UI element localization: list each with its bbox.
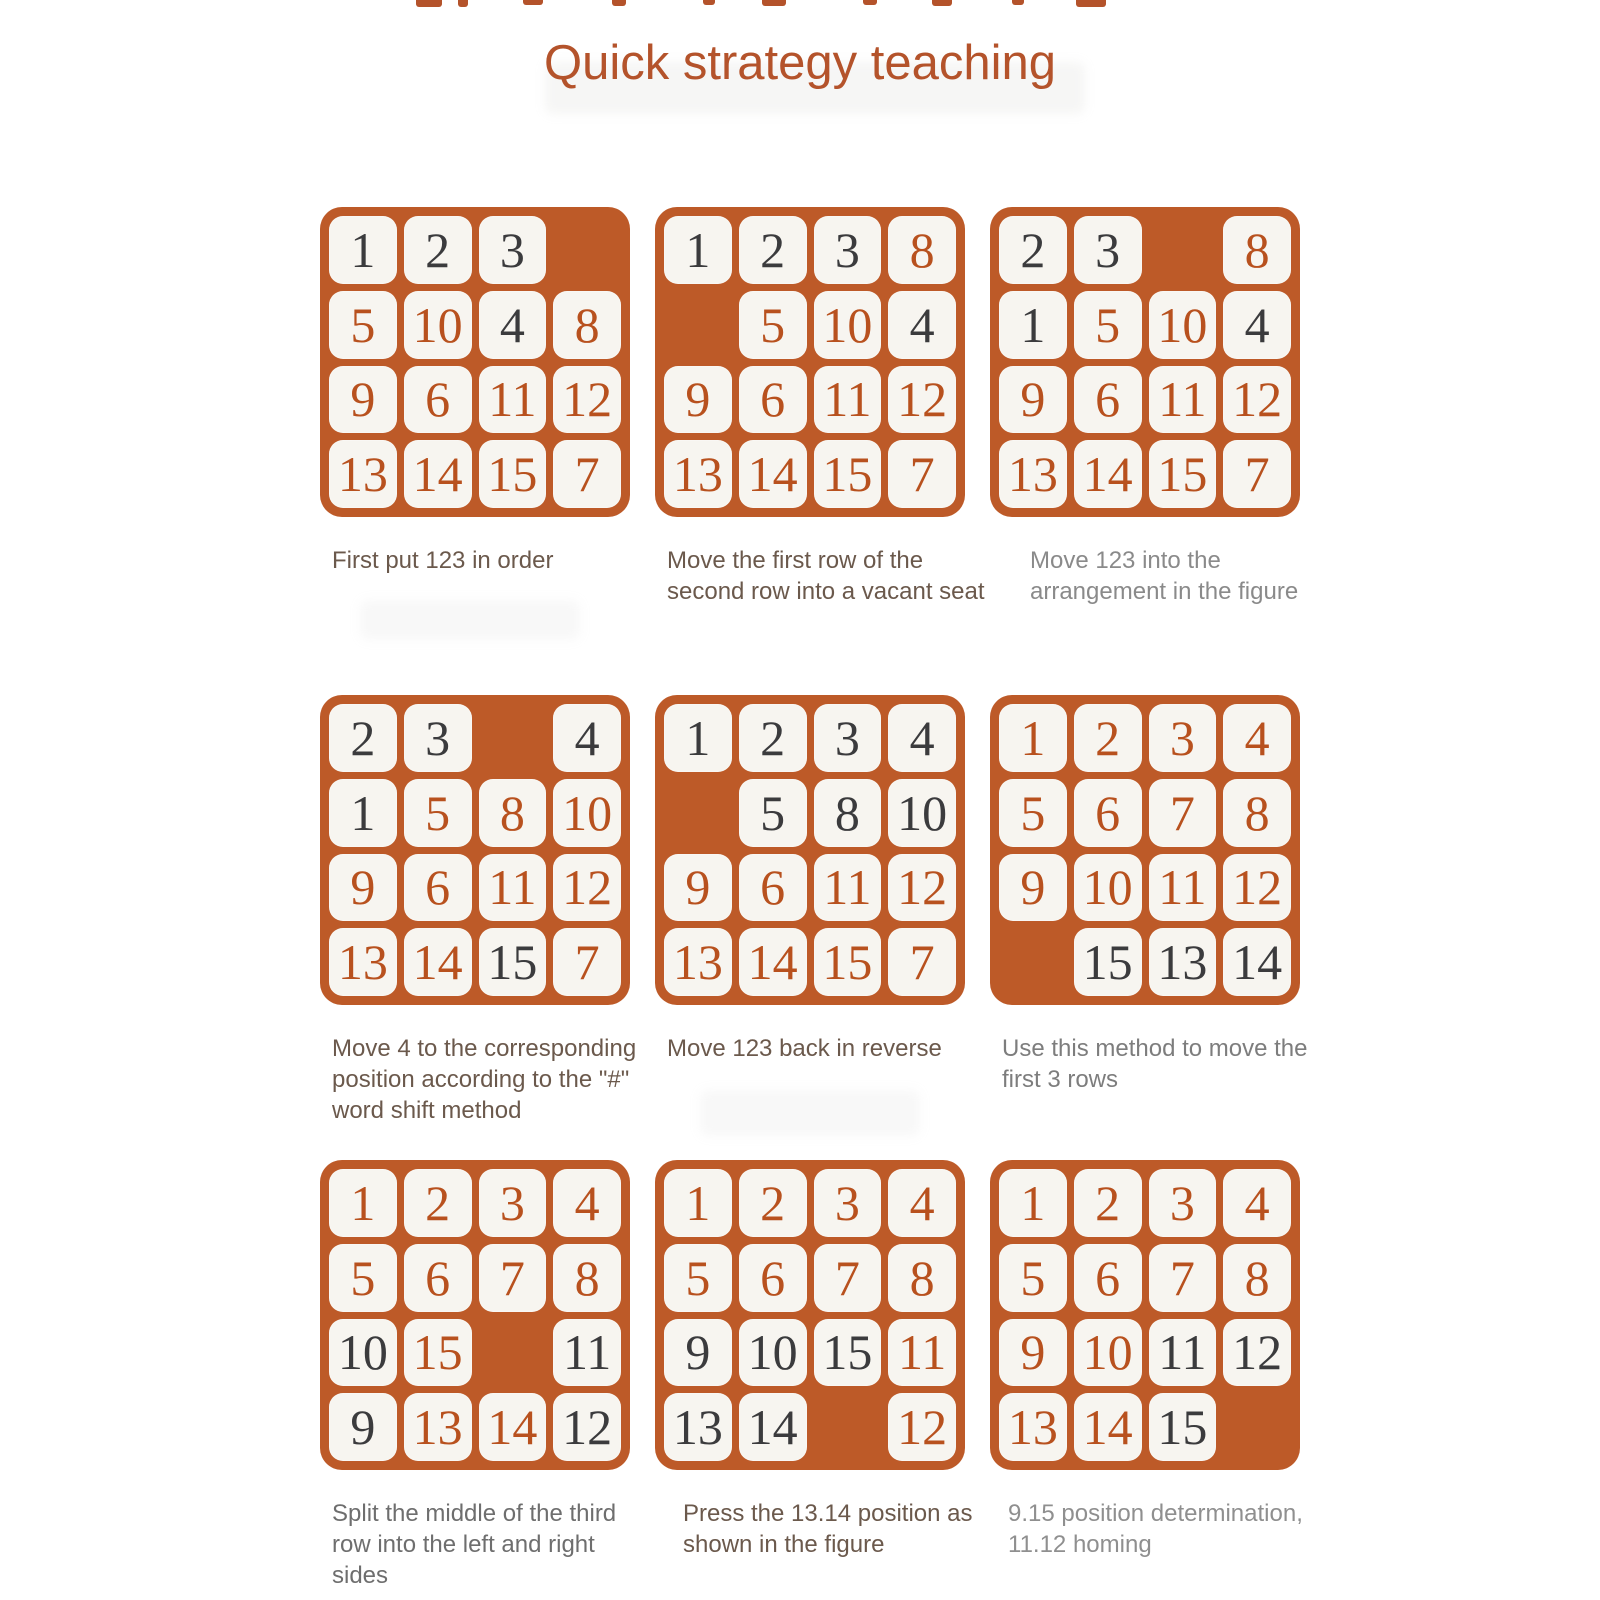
puzzle-tile: 13: [329, 928, 397, 996]
puzzle-tile: 1: [999, 1169, 1067, 1237]
puzzle-tile: 3: [1149, 1169, 1217, 1237]
puzzle-tile: 12: [553, 366, 621, 434]
puzzle-empty-cell: [664, 779, 732, 847]
puzzle-tile: 15: [814, 1319, 882, 1387]
puzzle-empty-cell: [999, 928, 1067, 996]
puzzle-empty-cell: [479, 704, 547, 772]
puzzle-card: [655, 207, 995, 605]
puzzle-caption: Move 4 to the corresponding position according to the "#" word shift method: [332, 1035, 637, 1124]
puzzle-board: [655, 1160, 965, 1470]
puzzle-tile: 4: [888, 291, 956, 359]
puzzle-tile: 13: [1149, 928, 1217, 996]
background-smudge: [700, 1090, 920, 1136]
puzzle-tile: 4: [888, 704, 956, 772]
puzzle-tile: 5: [999, 779, 1067, 847]
puzzle-tile: 13: [664, 1393, 732, 1461]
puzzle-tile: 7: [888, 440, 956, 508]
puzzle-tile: 8: [1223, 779, 1291, 847]
puzzle-tile: 15: [814, 928, 882, 996]
puzzle-tile: 8: [888, 216, 956, 284]
puzzle-tile: 7: [553, 440, 621, 508]
puzzle-tile: 13: [664, 440, 732, 508]
puzzle-tile: 11: [1149, 854, 1217, 922]
puzzle-card: [990, 1160, 1330, 1558]
puzzle-tile: 8: [553, 291, 621, 359]
puzzle-tile: 6: [1074, 779, 1142, 847]
puzzle-tile: 14: [739, 928, 807, 996]
puzzle-tile: 2: [1074, 1169, 1142, 1237]
puzzle-tile: 6: [739, 1244, 807, 1312]
puzzle-tile: 13: [999, 1393, 1067, 1461]
puzzle-tile: 3: [404, 704, 472, 772]
puzzle-tile: 9: [999, 366, 1067, 434]
puzzle-tile: 14: [404, 928, 472, 996]
puzzle-empty-cell: [479, 1319, 547, 1387]
puzzle-caption: Use this method to move the first 3 rows: [1002, 1035, 1308, 1093]
puzzle-tile: 6: [739, 854, 807, 922]
puzzle-caption: Split the middle of the third row into the left and right sides: [332, 1500, 617, 1589]
puzzle-tile: 13: [999, 440, 1067, 508]
puzzle-tile: 12: [888, 1393, 956, 1461]
puzzle-tile: 14: [739, 1393, 807, 1461]
puzzle-tile: 10: [888, 779, 956, 847]
puzzle-tile: 8: [814, 779, 882, 847]
puzzle-tile: 10: [1149, 291, 1217, 359]
puzzle-tile: 15: [479, 928, 547, 996]
puzzle-tile: 5: [329, 291, 397, 359]
puzzle-board: [320, 207, 630, 517]
puzzle-tile: 11: [814, 366, 882, 434]
puzzle-tile: 7: [1149, 779, 1217, 847]
puzzle-tile: 4: [1223, 291, 1291, 359]
puzzle-card: [655, 1160, 995, 1558]
puzzle-card: [655, 695, 995, 1062]
puzzle-tile: 10: [329, 1319, 397, 1387]
puzzle-tile: 10: [814, 291, 882, 359]
background-smudge: [360, 600, 580, 640]
puzzle-tile: 11: [479, 366, 547, 434]
puzzle-tile: 12: [553, 1393, 621, 1461]
puzzle-tile: 5: [739, 779, 807, 847]
puzzle-tile: 9: [664, 854, 732, 922]
puzzle-tile: 12: [888, 854, 956, 922]
puzzle-caption: Move 123 into the arrangement in the figure: [1030, 547, 1299, 605]
puzzle-tile: 2: [1074, 704, 1142, 772]
puzzle-tile: 14: [1223, 928, 1291, 996]
puzzle-tile: 8: [553, 1244, 621, 1312]
puzzle-tile: 6: [404, 366, 472, 434]
puzzle-tile: 14: [739, 440, 807, 508]
puzzle-tile: 5: [404, 779, 472, 847]
puzzle-tile: 8: [1223, 216, 1291, 284]
puzzle-tile: 15: [404, 1319, 472, 1387]
puzzle-tile: 1: [664, 704, 732, 772]
puzzle-tile: 2: [329, 704, 397, 772]
puzzle-tile: 4: [1223, 704, 1291, 772]
puzzle-tile: 13: [329, 440, 397, 508]
puzzle-tile: 14: [1074, 1393, 1142, 1461]
puzzle-tile: 1: [329, 1169, 397, 1237]
puzzle-board: [990, 695, 1300, 1005]
puzzle-tile: 9: [999, 1319, 1067, 1387]
puzzle-tile: 11: [814, 854, 882, 922]
puzzle-board: [990, 1160, 1300, 1470]
puzzle-tile: 15: [1149, 1393, 1217, 1461]
puzzle-tile: 12: [1223, 1319, 1291, 1387]
puzzle-tile: 6: [404, 1244, 472, 1312]
puzzle-tile: 5: [664, 1244, 732, 1312]
puzzle-tile: 2: [999, 216, 1067, 284]
puzzle-tile: 2: [739, 1169, 807, 1237]
puzzle-tile: 10: [739, 1319, 807, 1387]
puzzle-empty-cell: [1149, 216, 1217, 284]
puzzle-caption: Press the 13.14 position as shown in the figure: [683, 1500, 973, 1558]
puzzle-tile: 1: [664, 216, 732, 284]
puzzle-tile: 7: [1223, 440, 1291, 508]
puzzle-tile: 3: [1074, 216, 1142, 284]
puzzle-tile: 4: [553, 704, 621, 772]
puzzle-tile: 12: [1223, 854, 1291, 922]
puzzle-tile: 10: [404, 291, 472, 359]
puzzle-empty-cell: [664, 291, 732, 359]
puzzle-tile: 11: [888, 1319, 956, 1387]
puzzle-tile: 15: [1074, 928, 1142, 996]
puzzle-tile: 1: [999, 704, 1067, 772]
puzzle-card: [320, 695, 660, 1124]
puzzle-board: [655, 207, 965, 517]
puzzle-tile: 7: [479, 1244, 547, 1312]
puzzle-tile: 2: [739, 216, 807, 284]
puzzle-tile: 13: [664, 928, 732, 996]
puzzle-tile: 6: [1074, 366, 1142, 434]
puzzle-tile: 8: [888, 1244, 956, 1312]
puzzle-tile: 2: [739, 704, 807, 772]
puzzle-tile: 12: [1223, 366, 1291, 434]
puzzle-caption: Move the first row of the second row into a vacant seat: [667, 547, 985, 605]
puzzle-tile: 6: [1074, 1244, 1142, 1312]
puzzle-tile: 4: [1223, 1169, 1291, 1237]
puzzle-tile: 6: [404, 854, 472, 922]
puzzle-tile: 3: [1149, 704, 1217, 772]
puzzle-card: [990, 207, 1330, 605]
puzzle-caption: 9.15 position determination, 11.12 homing: [1008, 1500, 1303, 1558]
puzzle-tile: 3: [814, 704, 882, 772]
puzzle-tile: 15: [1149, 440, 1217, 508]
puzzle-tile: 9: [664, 1319, 732, 1387]
puzzle-tile: 4: [553, 1169, 621, 1237]
puzzle-tile: 2: [404, 216, 472, 284]
puzzle-card: [320, 207, 660, 574]
puzzle-tile: 9: [329, 1393, 397, 1461]
puzzle-tile: 15: [479, 440, 547, 508]
puzzle-board: [655, 695, 965, 1005]
puzzle-tile: 11: [1149, 1319, 1217, 1387]
puzzle-tile: 9: [664, 366, 732, 434]
puzzle-tile: 2: [404, 1169, 472, 1237]
puzzle-empty-cell: [1223, 1393, 1291, 1461]
puzzle-tile: 12: [888, 366, 956, 434]
puzzle-tile: 3: [814, 216, 882, 284]
puzzle-tile: 10: [1074, 1319, 1142, 1387]
puzzle-tile: 11: [479, 854, 547, 922]
puzzle-card: [320, 1160, 660, 1589]
puzzle-board: [320, 1160, 630, 1470]
puzzle-tile: 9: [329, 366, 397, 434]
puzzle-tile: 9: [329, 854, 397, 922]
puzzle-empty-cell: [814, 1393, 882, 1461]
puzzle-tile: 7: [1149, 1244, 1217, 1312]
puzzle-board: [990, 207, 1300, 517]
puzzle-tile: 5: [329, 1244, 397, 1312]
puzzle-card: [990, 695, 1330, 1093]
puzzle-tile: 7: [553, 928, 621, 996]
puzzle-tile: 11: [1149, 366, 1217, 434]
puzzle-tile: 5: [999, 1244, 1067, 1312]
puzzle-tile: 7: [888, 928, 956, 996]
puzzle-tile: 6: [739, 366, 807, 434]
puzzle-tile: 10: [1074, 854, 1142, 922]
puzzle-tile: 12: [553, 854, 621, 922]
puzzle-tile: 9: [999, 854, 1067, 922]
puzzle-tile: 7: [814, 1244, 882, 1312]
puzzle-tile: 5: [739, 291, 807, 359]
puzzle-tile: 14: [1074, 440, 1142, 508]
puzzle-tile: 5: [1074, 291, 1142, 359]
puzzle-board: [320, 695, 630, 1005]
puzzle-tile: 11: [553, 1319, 621, 1387]
puzzle-tile: 4: [888, 1169, 956, 1237]
puzzle-caption: Move 123 back in reverse: [667, 1035, 942, 1062]
puzzle-tile: 8: [479, 779, 547, 847]
puzzle-tile: 3: [479, 1169, 547, 1237]
puzzle-tile: 14: [404, 440, 472, 508]
puzzle-tile: 1: [329, 216, 397, 284]
puzzle-tile: 1: [999, 291, 1067, 359]
puzzle-caption: First put 123 in order: [332, 547, 554, 574]
puzzle-tile: 8: [1223, 1244, 1291, 1312]
puzzle-tile: 1: [664, 1169, 732, 1237]
puzzle-tile: 10: [553, 779, 621, 847]
puzzle-tile: 3: [814, 1169, 882, 1237]
puzzle-tile: 15: [814, 440, 882, 508]
puzzle-tile: 13: [404, 1393, 472, 1461]
puzzle-tile: 1: [329, 779, 397, 847]
page-title: Quick strategy teaching: [543, 35, 1057, 90]
puzzle-empty-cell: [553, 216, 621, 284]
puzzle-tile: 4: [479, 291, 547, 359]
puzzle-tile: 14: [479, 1393, 547, 1461]
puzzle-tile: 3: [479, 216, 547, 284]
